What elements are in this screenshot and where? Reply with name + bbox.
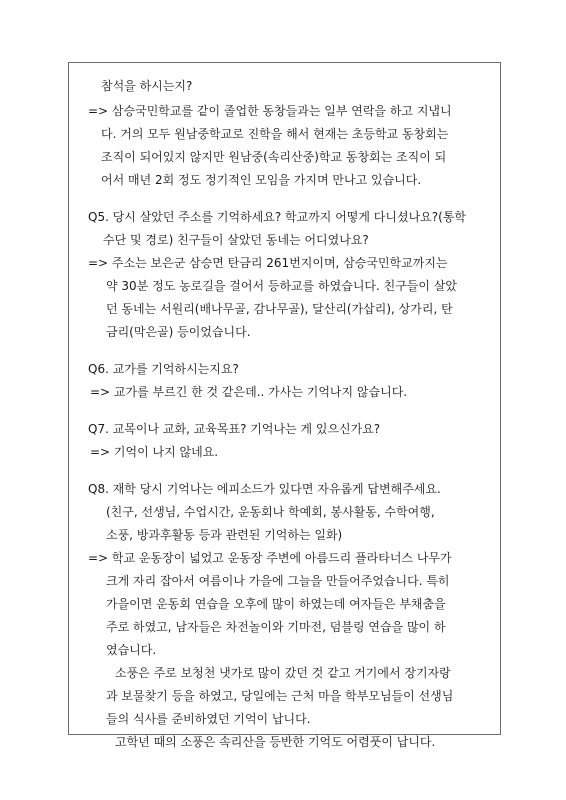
question-line: Q5. 당시 살았던 주소를 기억하세요? 학교까지 어떻게 다니셨나요?(통학 [88,210,467,224]
text-line: => 주소는 보은군 삼승면 탄금리 261번지이며, 삼승국민학교까지는 [88,256,448,270]
text-line: 다. 거의 모두 원남중학교로 진학을 해서 현재는 초등학교 동창회는 [101,127,449,141]
text-line: 약 30분 정도 농로길을 걸어서 등하교를 하였습니다. 친구들이 살았 [106,279,457,293]
text-line: 고학년 때의 소풍은 속리산을 등반한 기억도 어렴풋이 납니다. [115,735,436,749]
text-line: 금리(막은골) 등이었습니다. [106,325,251,339]
text-line: 어서 매년 2회 정도 정기적인 모임을 가지며 만나고 있습니다. [101,173,422,187]
question-line: Q7. 교목이나 교화, 교육목표? 기억나는 게 있으신가요? [88,422,381,436]
question-line: Q6. 교가를 기억하시는지요? [88,362,239,376]
text-line: => 삼승국민학교를 같이 졸업한 동창들과는 일부 연락을 하고 지냅니 [88,104,452,118]
question-line: 소풍, 방과후활동 등과 관련된 기억하는 일화) [106,528,343,542]
text-line: 크게 자리 잡아서 여름이나 가을에 그늘을 만들어주었습니다. 특히 [106,574,450,588]
text-line: 소풍은 주로 보청천 냇가로 많이 갔던 것 같고 거기에서 장기자랑 [115,666,451,680]
text-line: 과 보물찾기 등을 하였고, 당일에는 근처 마을 학부모님들이 선생님 [106,689,454,703]
text-line: 들의 식사를 준비하였던 기억이 납니다. [106,712,311,726]
text-line: 던 동네는 서원리(배나무골, 감나무골), 달산리(가삽리), 상가리, 탄 [106,302,453,316]
text-line: => 학교 운동장이 넓었고 운동장 주변에 아름드리 플라타너스 나무가 [88,551,452,565]
text-line: 주로 하였고, 남자들은 차전놀이와 기마전, 덤블링 연습을 많이 하 [106,620,446,634]
text-line: => 교가를 부르긴 한 것 같은데.. 가사는 기억나지 않습니다. [90,385,408,399]
question-line: (친구, 선생님, 수업시간, 운동회나 학예회, 봉사활동, 수학여행, [106,505,435,519]
text-line: => 기억이 나지 않네요. [90,445,219,459]
question-line: 수단 및 경로) 친구들이 살았던 동네는 어디였나요? [103,233,369,247]
text-line: 였습니다. [106,643,157,657]
text-line: 조직이 되어있지 않지만 원남중(속리산중)학교 동창회는 조직이 되 [101,150,447,164]
text-line: 참석을 하시는지? [101,79,193,93]
text-line: 가을이면 운동회 연습을 오후에 많이 하였는데 여자들은 부채춤을 [106,597,446,611]
question-line: Q8. 재학 당시 기억나는 에피소드가 있다면 자유롭게 답변해주세요. [88,482,441,496]
